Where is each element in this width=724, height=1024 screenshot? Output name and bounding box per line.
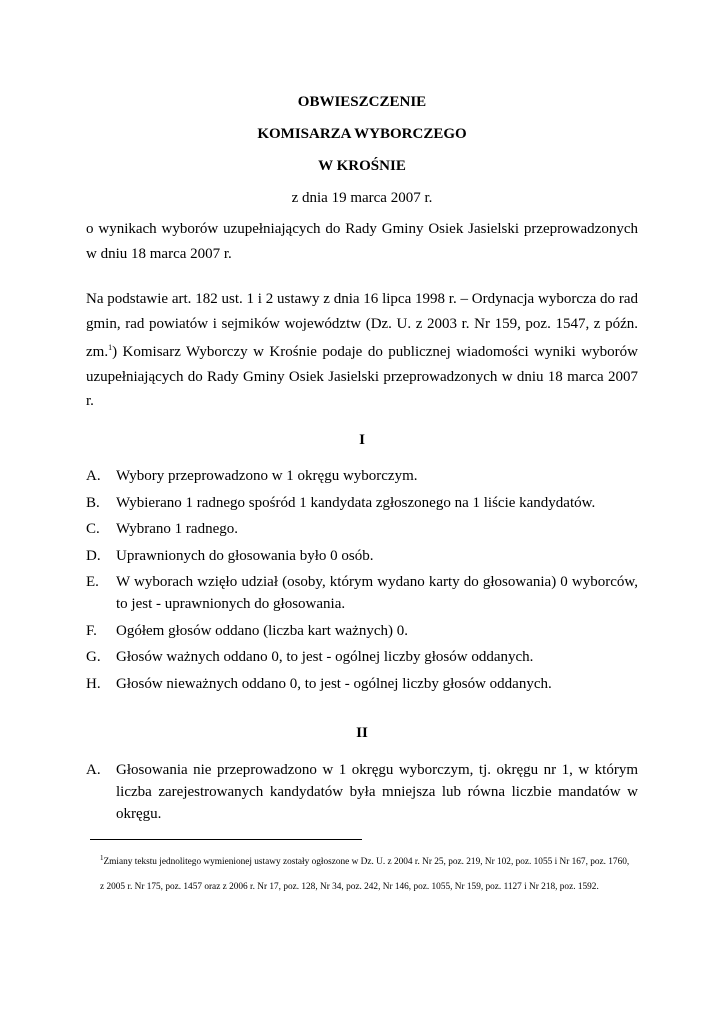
item-text: W wyborach wzięło udział (osoby, którym wydano karty do głosowania) 0 wyborców, to jest - uprawnionych do głosowania. (116, 574, 638, 612)
item-letter: A. (86, 762, 101, 778)
doc-subject: o wynikach wyborów uzupełniających do Rady Gminy Osiek Jasielski przeprowadzonych w dniu 18 marca 2007 r. (86, 221, 638, 262)
intro-text-end: ) Komisarz Wyborczy w Krośnie podaje do publicznej wiadomości wyniki wyborów uzupełniających do Rady Gminy Osiek Jasielski przeprowadzonych w dniu 18 marca 2007 r. (86, 344, 638, 409)
list-item (86, 759, 638, 825)
item-letter: F. (86, 622, 97, 639)
item-text: Głosów nieważnych oddano 0, to jest - ogólnej liczby głosów oddanych. (116, 675, 552, 692)
footnote (100, 846, 635, 900)
item-text: Ogółem głosów oddano (liczba kart ważnych) 0. (116, 622, 408, 639)
item-letter: E. (86, 574, 99, 590)
list-item (86, 492, 638, 514)
item-text: Wybierano 1 radnego spośród 1 kandydata zgłoszonego na 1 liście kandydatów. (116, 494, 596, 511)
item-text: Głosowania nie przeprowadzono w 1 okręgu wyborczym, tj. okręgu nr 1, w którym liczba zarejestrowanych kandydatów była mniejsza lub równa liczbie mandatów w okręgu. (116, 762, 638, 822)
doc-title-line1: OBWIESZCZENIE (297, 94, 427, 110)
item-text: Głosów ważnych oddano 0, to jest - ogólnej liczby głosów oddanych. (116, 649, 534, 665)
footnote-separator (90, 839, 362, 840)
section-2-title: II (356, 725, 368, 741)
list-item (86, 465, 638, 487)
section-2-list (86, 759, 638, 830)
intro-text-start: Na podstawie art. 182 ust. 1 i 2 ustawy z dnia 16 lipca 1998 r. – Ordynacja wyborcza do rad gmin, rad powiatów i sejmików województw (Dz. U. z 2003 r. Nr 159, poz. 1547, z późn. zm. (86, 291, 638, 360)
list-item (86, 518, 638, 540)
item-text: Wybory przeprowadzono w 1 okręgu wyborczym. (116, 468, 418, 484)
footnote-ref: 1 (108, 343, 113, 352)
list-item (86, 571, 638, 615)
item-letter: D. (86, 547, 101, 564)
list-item (86, 646, 638, 668)
item-letter: C. (86, 521, 100, 537)
section-1-list (86, 465, 638, 699)
list-item (86, 620, 638, 642)
item-letter: A. (86, 468, 101, 484)
item-letter: H. (86, 675, 101, 692)
doc-title-line3: W KROŚNIE (318, 158, 406, 174)
intro-paragraph (86, 287, 638, 414)
list-item (86, 545, 638, 567)
item-letter: G. (86, 649, 101, 665)
footnote-text: Zmiany tekstu jednolitego wymienionej ustawy zostały ogłoszone w Dz. U. z 2004 r. Nr 25, poz. 219, Nr 102, poz. 1055 i Nr 167, poz. 1760, z 2005 r. Nr 175, poz. 1457 oraz z 2006 r. Nr 17, poz. 128, Nr 34, poz. 242, Nr 146, poz. 1055, Nr 159, poz. 1127 i Nr 218, poz. 1592. (100, 857, 630, 893)
section-1-title: I (359, 432, 365, 448)
doc-date: z dnia 19 marca 2007 r. (291, 190, 433, 206)
doc-title-line2: KOMISARZA WYBORCZEGO (257, 126, 467, 142)
list-item (86, 673, 638, 695)
item-letter: B. (86, 494, 100, 511)
item-text: Wybrano 1 radnego. (116, 521, 238, 537)
footnote-marker: 1 (100, 854, 104, 862)
item-text: Uprawnionych do głosowania było 0 osób. (116, 547, 374, 564)
